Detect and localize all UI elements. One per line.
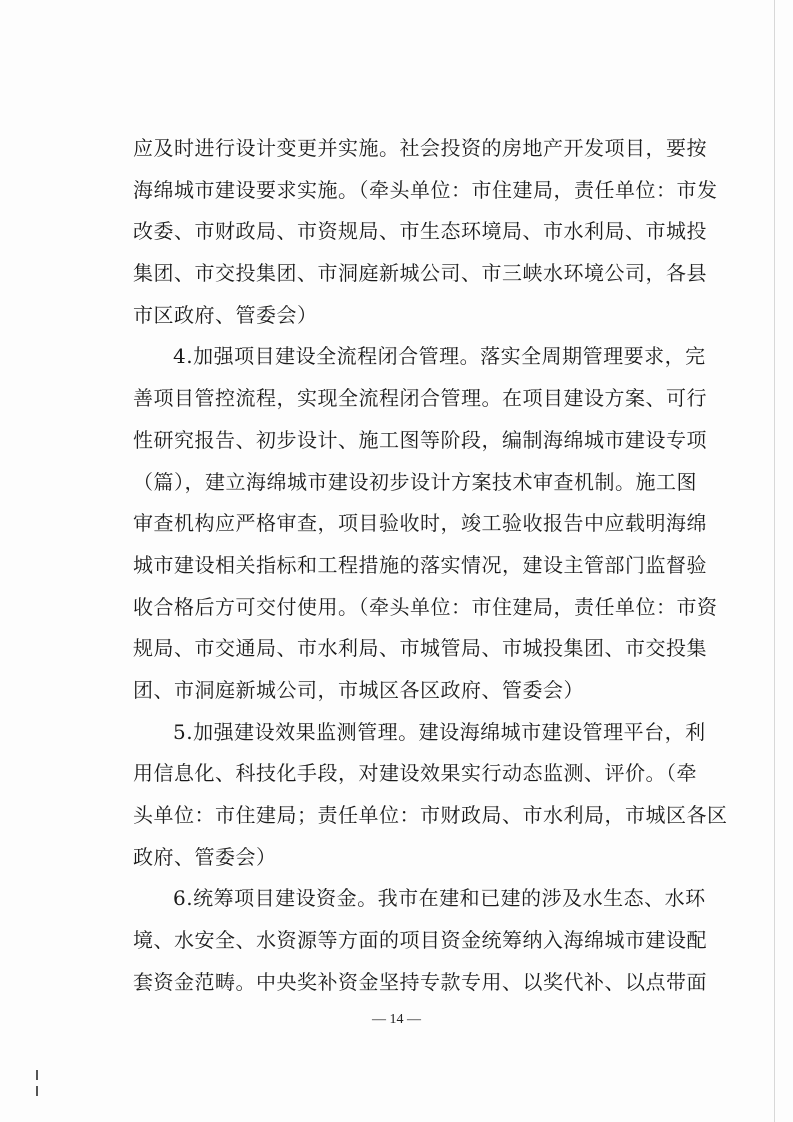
text-line: 头单位：市住建局；责任单位：市财政局、市水利局，市城区各区 [133, 803, 728, 827]
scan-mark [36, 1070, 38, 1080]
text-line: 善项目管控流程，实现全流程闭合管理。在项目建设方案、可行 [133, 386, 707, 411]
text-line: 应及时进行设计变更并实施。社会投资的房地产开发项目，要按 [133, 136, 707, 160]
text-line: 集团、市交投集团、市洞庭新城公司、市三峡水环境公司，各县 [133, 261, 707, 286]
text-line: 规局、市交通局、市水利局、市城管局、市城投集团、市交投集 [133, 636, 707, 661]
text-line: 性研究报告、初步设计、施工图等阶段，编制海绵城市建设专项 [133, 427, 707, 452]
text-line: 收合格后方可交付使用。（牵头单位：市住建局，责任单位：市资 [133, 594, 718, 619]
text-line: 套资金范畴。中央奖补资金坚持专款专用、以奖代补、以点带面 [133, 969, 707, 994]
text-line: 境、水安全、水资源等方面的项目资金统筹纳入海绵城市建设配 [133, 928, 707, 953]
scan-edge-line [774, 0, 775, 1122]
text-line: 团、市洞庭新城公司，市城区各区政府、管委会） [133, 677, 584, 702]
text-line: 政府、管委会） [133, 844, 277, 869]
scan-mark [36, 1086, 38, 1096]
text-line: 改委、市财政局、市资规局、市生态环境局、市水利局、市城投 [133, 219, 707, 244]
text-line: 审查机构应严格审查，项目验收时，竣工验收报告中应载明海绵 [133, 511, 707, 536]
body-text [133, 128, 728, 1003]
text-line: 用信息化、科技化手段，对建设效果实行动态监测、评价。（牵 [133, 761, 697, 786]
page-number: — 14 — [372, 1012, 421, 1027]
text-line: 海绵城市建设要求实施。（牵头单位：市住建局，责任单位：市发 [133, 177, 718, 202]
paragraph-4-start: 4.加强项目建设全流程闭合管理。落实全周期管理要求，完 [173, 344, 706, 369]
text-line: 市区政府、管委会） [133, 302, 318, 327]
text-line: 城市建设相关指标和工程措施的落实情况，建设主管部门监督验 [133, 552, 707, 577]
paragraph-6-start: 6.统筹项目建设资金。我市在建和已建的涉及水生态、水环 [173, 886, 706, 911]
paragraph-5-start: 5.加强建设效果监测管理。建设海绵城市建设管理平台，利 [173, 719, 706, 744]
text-line: （篇），建立海绵城市建设初步设计方案技术审查机制。施工图 [133, 469, 697, 494]
